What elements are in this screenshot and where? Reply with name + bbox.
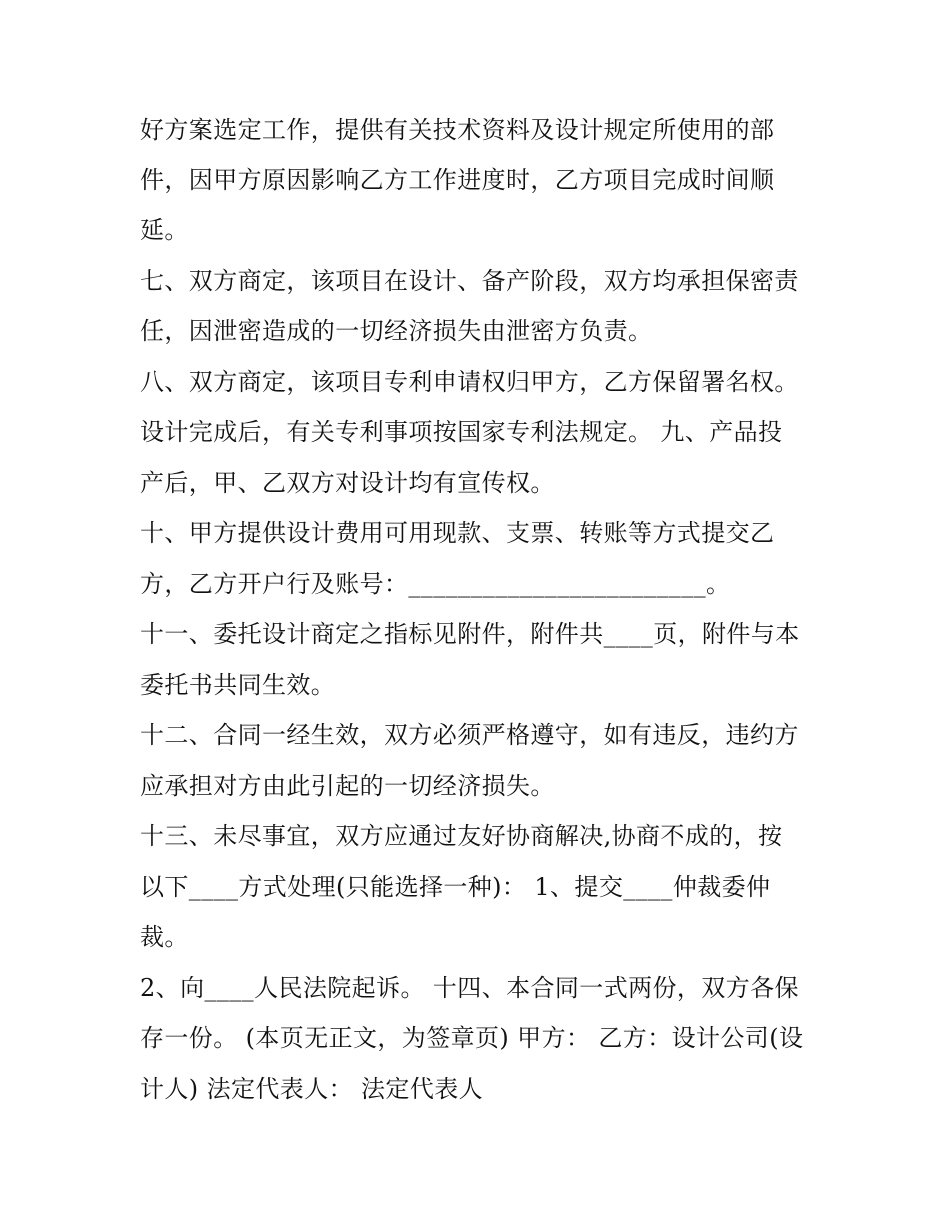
text-line: 十、甲方提供设计费用可用现款、支票、转账等方式提交乙 — [140, 519, 775, 547]
text-line: 十一、委托设计商定之指标见附件，附件共____页，附件与本 — [140, 620, 800, 648]
text-line: 方，乙方开户行及账号：________________________。 — [140, 570, 731, 598]
text-line: 八、双方商定，该项目专利申请权归甲方，乙方保留署名权。 — [140, 368, 799, 396]
text-line: 以下____方式处理(只能选择一种)： 1、提交____仲裁委仲 — [140, 873, 771, 901]
text-line: 设计完成后，有关专利事项按国家专利法规定。 九、产品投 — [140, 418, 783, 446]
text-line: 好方案选定工作，提供有关技术资料及设计规定所使用的部 — [140, 116, 775, 144]
text-line: 产后，甲、乙双方对设计均有宣传权。 — [140, 469, 555, 497]
text-line: 裁。 — [140, 923, 189, 951]
text-line: 十三、未尽事宜，双方应通过友好协商解决,协商不成的，按 — [140, 822, 783, 850]
text-line: 件，因甲方原因影响乙方工作进度时，乙方项目完成时间顺 — [140, 166, 775, 194]
text-line: 十二、合同一经生效，双方必须严格遵守，如有违反，违约方 — [140, 721, 799, 749]
text-line: 计人) 法定代表人： 法定代表人 — [140, 1075, 484, 1103]
text-line: 2、向____人民法院起诉。 十四、本合同一式两份，双方各保 — [140, 974, 799, 1002]
text-line: 任，因泄密造成的一切经济损失由泄密方负责。 — [140, 317, 653, 345]
text-line: 存一份。 (本页无正文，为签章页) 甲方： 乙方：设计公司(设 — [140, 1024, 804, 1052]
text-line: 应承担对方由此引起的一切经济损失。 — [140, 772, 555, 800]
text-line: 委托书共同生效。 — [140, 671, 336, 699]
text-line: 七、双方商定，该项目在设计、备产阶段，双方均承担保密责 — [140, 267, 799, 295]
text-line: 延。 — [140, 216, 189, 244]
